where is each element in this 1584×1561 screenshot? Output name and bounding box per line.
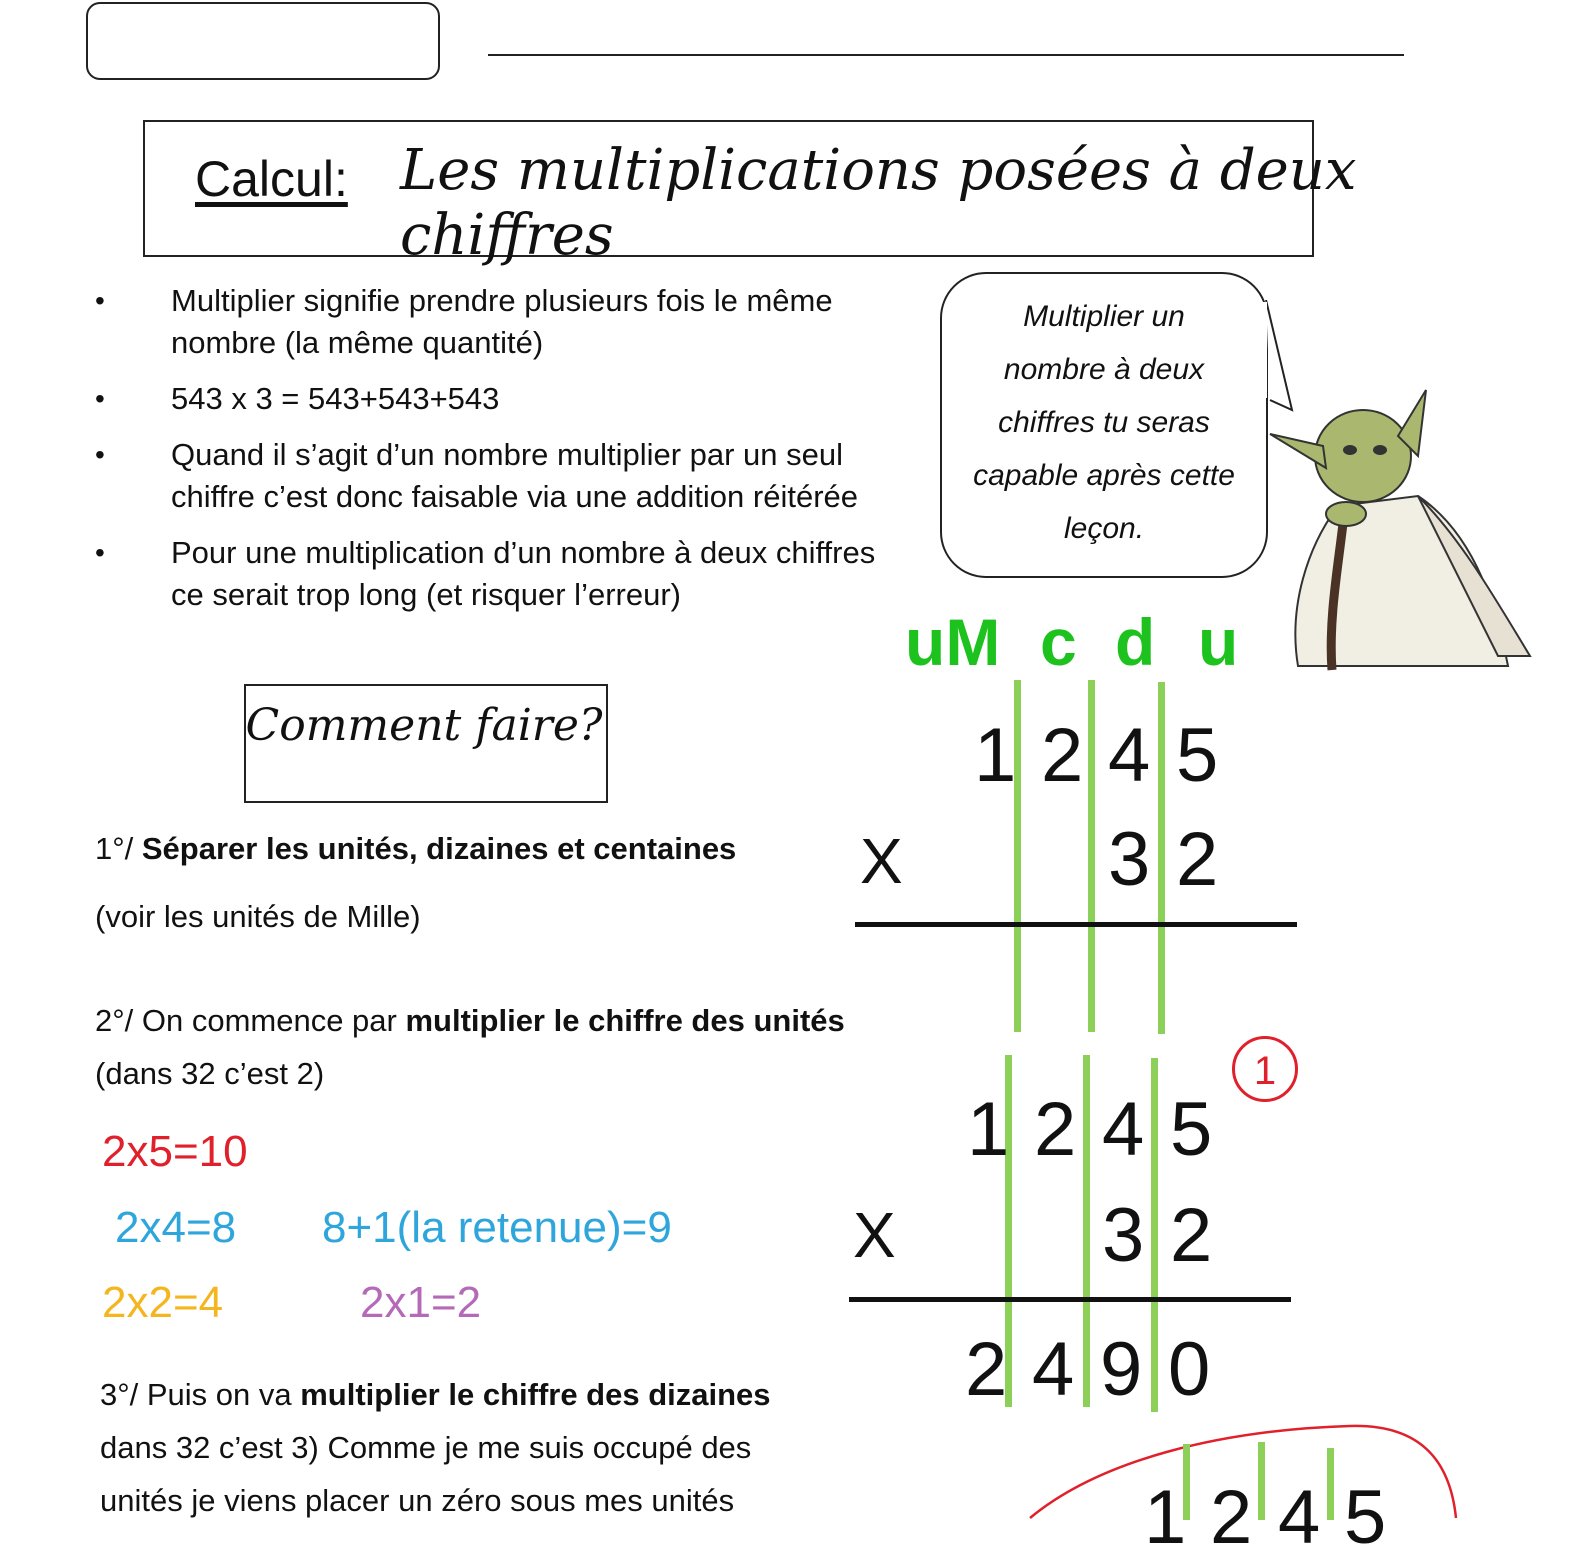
name-line [488,54,1404,56]
op2-digit-tens: 4 [1102,1087,1145,1172]
column-line [1158,682,1165,1034]
step-3-line2: dans 32 c’est 3) Comme je me suis occupé des [100,1430,752,1465]
op2-result-units: 0 [1168,1327,1211,1412]
op1-digit-hundreds: 2 [1041,713,1084,798]
calc-thousands: 2x1=2 [360,1278,482,1327]
column-header-c: c [1040,605,1077,679]
list-item: • 543 x 3 = 543+543+543 [95,381,500,416]
column-header-um: uM [905,605,1001,679]
op2-result-thousands: 2 [965,1327,1008,1412]
column-header-u: u [1198,605,1239,679]
column-line [1088,680,1095,1032]
op1-multiplier-units: 2 [1176,817,1219,902]
op3-digit-units: 5 [1344,1475,1387,1560]
op2-multiply-sign: X [853,1199,896,1271]
op2-result-line [849,1297,1291,1302]
step-number-badge: 1 [1232,1036,1298,1102]
column-line [1083,1055,1090,1407]
step-1-note: (voir les unités de Mille) [95,899,421,934]
step-3: 3°/ Puis on va multiplier le chiffre des dizaines [100,1377,771,1412]
list-item: • Quand il s’agit d’un nombre multiplier par un seul chiffre c’est donc faisable via une addition réitérée [95,437,859,514]
bubble-text: Multiplier un nombre à deux chiffres tu seras capable après cette leçon. [973,300,1235,545]
how-to-label: Comment faire? [245,700,603,751]
column-line [1327,1448,1334,1520]
yoda-illustration [1268,386,1538,676]
column-line [1151,1058,1158,1412]
op2-multiplier-tens: 3 [1102,1193,1145,1278]
calc-hundreds: 2x2=4 [102,1278,224,1327]
op2-digit-hundreds: 2 [1034,1087,1077,1172]
name-box [86,2,440,80]
op2-result-tens: 9 [1100,1327,1143,1412]
calc-tens: 2x4=8 [115,1203,237,1252]
list-item: • Pour une multiplication d’un nombre à deux chiffres ce serait trop long (et risquer l’erreur) [95,535,876,612]
op1-result-line [855,922,1297,927]
op2-digit-units: 5 [1170,1087,1213,1172]
step-2: 2°/ On commence par multiplier le chiffre des unités [95,1003,845,1038]
op2-digit-thousands: 1 [967,1087,1010,1172]
step-3-line3: unités je viens placer un zéro sous mes unités [100,1483,735,1518]
title-label: Calcul: [195,151,348,207]
op3-digit-tens: 4 [1278,1475,1321,1560]
op2-multiplier-units: 2 [1170,1193,1213,1278]
op1-digit-units: 5 [1176,713,1219,798]
op3-digit-thousands: 1 [1144,1475,1187,1560]
intro-list [95,280,895,630]
op1-multiplier-tens: 3 [1108,817,1151,902]
step-1: 1°/ Séparer les unités, dizaines et centaines [95,831,737,866]
column-header-d: d [1115,605,1156,679]
op1-digit-tens: 4 [1108,713,1151,798]
op2-result-hundreds: 4 [1032,1327,1075,1412]
op3-digit-hundreds: 2 [1210,1475,1253,1560]
calc-units: 2x5=10 [102,1127,248,1176]
calc-tens-carry: 8+1(la retenue)=9 [322,1203,672,1252]
title-text: Les multiplications posées à deux chiffres [400,138,1357,268]
op1-multiply-sign: X [860,825,903,897]
column-line [1258,1442,1265,1520]
step-2-note: (dans 32 c’est 2) [95,1056,325,1091]
op1-digit-thousands: 1 [974,713,1017,798]
list-item: • Multiplier signifie prendre plusieurs fois le même nombre (la même quantité) [95,283,833,360]
